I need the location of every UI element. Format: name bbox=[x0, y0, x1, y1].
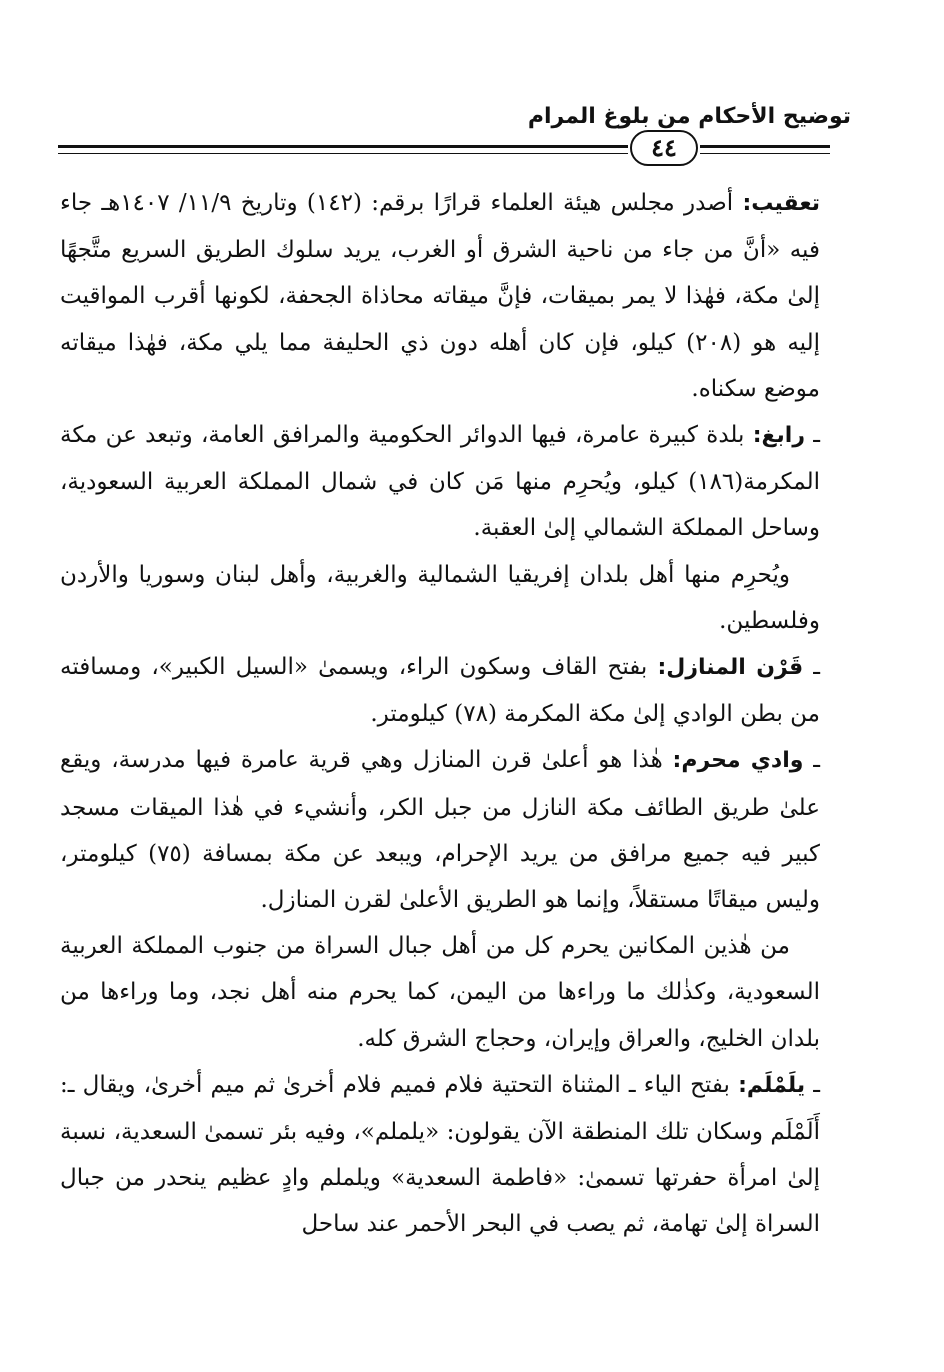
paragraph-rabigh bbox=[60, 412, 820, 552]
dash-marker: ـ bbox=[805, 1071, 820, 1098]
paragraph-text: أصدر مجلس هيئة العلماء قرارًا برقم: (١٤٢) وتاريخ ١١/٩/ ١٤٠٧هـ جاء فيه «أنَّ من جاء من ناحية الشرق أو الغرب، يريد سلوك الطريق السريع متَّجهًا إلىٰ مكة، فهٰذا لا يمر بميقات، فإنَّ ميقاته محاذاة الجحفة، لكونها أقرب المواقيت إليه هو (٢٠٨) كيلو، فإن كان أهله دون ذي الحليفة مما يلي مكة، فهٰذا ميقاته موضع سكناه. bbox=[60, 190, 820, 402]
term-yalamlam: يلَمْلَم: bbox=[738, 1072, 806, 1098]
paragraph-text: بفتح القاف وسكون الراء، ويسمىٰ «السيل الكبير»، ومسافته من بطن الوادي إلىٰ مكة المكرمة (٧٨) كيلومتر. bbox=[60, 654, 820, 728]
term-taqib: تعقيب: bbox=[742, 191, 821, 216]
header-rule-thin bbox=[700, 153, 830, 154]
paragraph-wadi-continued bbox=[60, 923, 820, 1062]
paragraph-yalamlam bbox=[60, 1062, 820, 1248]
term-wadi-muharram: وادي محرم: bbox=[672, 748, 804, 774]
paragraph-qarn bbox=[60, 644, 820, 737]
paragraph-rabigh-continued bbox=[60, 552, 820, 644]
paragraph-text: بفتح الياء ـ المثناة التحتية فلام فميم فلام أخرىٰ ثم ميم أخرىٰ، ويقال ـ: أَلَمْلَم وسكان تلك المنطقة الآن يقولون: «يلملم»، وفيه بئر تسمىٰ السعدية، نسبة إلىٰ امرأة حفرتها تسمىٰ: «فاطمة السعدية» ويلملم وادٍ عظيم ينحدر من جبال السراة إلىٰ تهامة، ثم يصب في البحر الأحمر عند ساحل bbox=[60, 1071, 820, 1238]
main-text bbox=[60, 180, 820, 1248]
page-number: ٤٤ bbox=[630, 130, 698, 166]
term-rabigh: رابغ: bbox=[752, 423, 805, 449]
header-rule bbox=[58, 145, 628, 148]
paragraph-text: هٰذا هو أعلىٰ قرن المنازل وهي قرية عامرة فيها مدرسة، ويقع علىٰ طريق الطائف مكة النازل من جبل الكر، وأنشيء في هٰذا الميقات مسجد كبير فيه جميع مرافق من يريد الإحرام، ويبعد عن مكة بمسافة (٧٥) كيلومتر، وليس ميقاتًا مستقلاً، وإنما هو الطريق الأعلىٰ لقرن المنازل. bbox=[60, 747, 820, 914]
term-qarn-almanazil: قَرْن المنازل: bbox=[657, 655, 804, 681]
paragraph-text: ويُحرِم منها أهل بلدان إفريقيا الشمالية والغربية، وأهل لبنان وسوريا والأردن وفلسطين. bbox=[60, 561, 820, 634]
paragraph-taqib bbox=[60, 180, 820, 412]
header-rule-thin bbox=[58, 153, 628, 154]
dash-marker: ـ bbox=[803, 747, 820, 774]
paragraph-text: بلدة كبيرة عامرة، فيها الدوائر الحكومية والمرافق العامة، وتبعد عن مكة المكرمة(١٨٦) كيلو، ويُحرِم منها مَن كان في شمال المملكة العربية السعودية، وساحل المملكة الشمالي إلىٰ العقبة. bbox=[60, 422, 820, 542]
dash-marker: ـ bbox=[804, 422, 820, 449]
paragraph-wadi-muharram bbox=[60, 737, 820, 923]
header-rule bbox=[700, 145, 830, 148]
paragraph-text: من هٰذين المكانين يحرم كل من أهل جبال السراة من جنوب المملكة العربية السعودية، وكذٰلك ما وراءها من اليمن، كما يحرم منه أهل نجد، وما وراءها من بلدان الخليج، والعراق وإيران، وحجاج الشرق كله. bbox=[60, 933, 820, 1052]
running-title: توضيح الأحكام من بلوغ المرام bbox=[527, 104, 851, 129]
dash-marker: ـ bbox=[803, 654, 820, 681]
